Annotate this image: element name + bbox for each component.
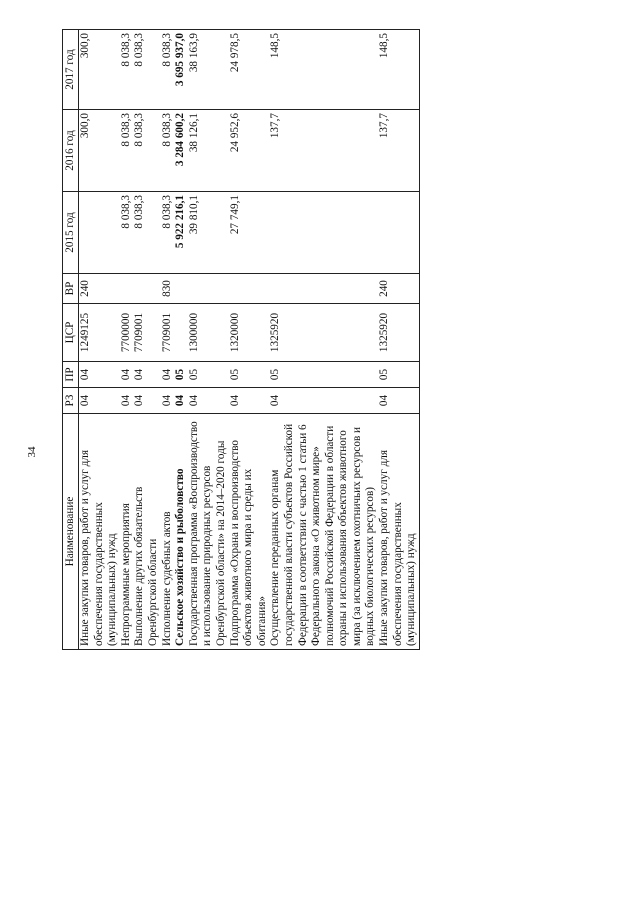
- cell-vr: 240: [79, 274, 120, 304]
- table-row: [188, 30, 229, 650]
- rotated-table-container: [62, 30, 640, 650]
- cell-rz: 04: [188, 388, 229, 414]
- header-2017: 2017 год: [63, 30, 79, 110]
- cell-name: Непрограммные мероприятия: [120, 414, 134, 650]
- header-vr: ВР: [63, 274, 79, 304]
- cell-y2017: 38 163,9: [188, 30, 229, 110]
- cell-rz: 04: [378, 388, 419, 414]
- cell-pr: 04: [79, 362, 120, 388]
- table-row: [174, 30, 188, 650]
- cell-pr: 05: [188, 362, 229, 388]
- cell-rz: 04: [79, 388, 120, 414]
- cell-csr: [174, 304, 188, 362]
- cell-csr: 1325920: [269, 304, 378, 362]
- cell-rz: 04: [269, 388, 378, 414]
- cell-vr: 240: [378, 274, 419, 304]
- cell-y2017: 3 695 937,0: [174, 30, 188, 110]
- cell-name: Исполнение судебных актов: [161, 414, 175, 650]
- header-row: [63, 30, 79, 650]
- cell-y2016: 38 126,1: [188, 110, 229, 192]
- header-2015: 2015 год: [63, 192, 79, 274]
- cell-pr: 05: [174, 362, 188, 388]
- cell-y2016: 8 038,3: [133, 110, 160, 192]
- cell-csr: 1300000: [188, 304, 229, 362]
- cell-y2015: [79, 192, 120, 274]
- cell-name: Иные закупки товаров, работ и услуг для обеспечения государственных (муниципальных) нужд: [378, 414, 419, 650]
- cell-y2015: 5 922 216,1: [174, 192, 188, 274]
- table-row: [229, 30, 270, 650]
- cell-vr: [188, 274, 229, 304]
- cell-csr: 1320000: [229, 304, 270, 362]
- cell-y2017: 148,5: [269, 30, 378, 110]
- cell-vr: [120, 274, 134, 304]
- cell-csr: 1325920: [378, 304, 419, 362]
- cell-name: Сельское хозяйство и рыболовство: [174, 414, 188, 650]
- table-row: [269, 30, 378, 650]
- cell-y2015: 8 038,3: [161, 192, 175, 274]
- cell-pr: 04: [161, 362, 175, 388]
- cell-name: Иные закупки товаров, работ и услуг для обеспечения государственных (муниципальных) нужд: [79, 414, 120, 650]
- cell-vr: 830: [161, 274, 175, 304]
- cell-csr: 7709001: [133, 304, 160, 362]
- cell-rz: 04: [133, 388, 160, 414]
- table-row: [378, 30, 419, 650]
- cell-rz: 04: [161, 388, 175, 414]
- page-number: 34: [26, 446, 38, 458]
- cell-y2017: 300,0: [79, 30, 120, 110]
- cell-name: Государственная программа «Воспроизводство и использование природных ресурсов Оренбургской области» на 2014–2020 годы: [188, 414, 229, 650]
- cell-y2015: [269, 192, 378, 274]
- cell-y2017: 148,5: [378, 30, 419, 110]
- cell-pr: 04: [120, 362, 134, 388]
- cell-y2016: 137,7: [378, 110, 419, 192]
- cell-y2017: 24 978,5: [229, 30, 270, 110]
- cell-y2016: 24 952,6: [229, 110, 270, 192]
- cell-name: Осуществление переданных органам государственной власти субъектов Российской Федерации в соответствии с частью 1 статьи 6 Федерального закона «О животном мире» полномочий Российской Федерации в области охраны и использования объектов животного мира (за исключением охотничьих ресурсов и водных биологических ресурсов): [269, 414, 378, 650]
- budget-table: [62, 29, 420, 650]
- header-2016: 2016 год: [63, 110, 79, 192]
- table-row: [79, 30, 120, 650]
- cell-y2017: 8 038,3: [161, 30, 175, 110]
- cell-rz: 04: [174, 388, 188, 414]
- cell-y2016: 137,7: [269, 110, 378, 192]
- table-body: [79, 30, 420, 650]
- cell-y2015: 27 749,1: [229, 192, 270, 274]
- cell-rz: 04: [229, 388, 270, 414]
- cell-pr: 05: [378, 362, 419, 388]
- cell-y2016: 8 038,3: [120, 110, 134, 192]
- cell-csr: 7709001: [161, 304, 175, 362]
- header-csr: ЦСР: [63, 304, 79, 362]
- cell-y2015: [378, 192, 419, 274]
- cell-y2017: 8 038,3: [120, 30, 134, 110]
- cell-y2015: 39 810,1: [188, 192, 229, 274]
- cell-name: Подпрограмма «Охрана и воспроизводство объектов животного мира и среды их обитания»: [229, 414, 270, 650]
- cell-y2017: 8 038,3: [133, 30, 160, 110]
- header-pr: ПР: [63, 362, 79, 388]
- cell-pr: 04: [133, 362, 160, 388]
- table-row: [120, 30, 134, 650]
- cell-name: Выполнение других обязательств Оренбургской области: [133, 414, 160, 650]
- cell-y2015: 8 038,3: [120, 192, 134, 274]
- cell-pr: 05: [229, 362, 270, 388]
- cell-vr: [269, 274, 378, 304]
- cell-y2016: 300,0: [79, 110, 120, 192]
- table-row: [161, 30, 175, 650]
- cell-vr: [229, 274, 270, 304]
- cell-rz: 04: [120, 388, 134, 414]
- header-name: Наименование: [63, 414, 79, 650]
- header-rz: РЗ: [63, 388, 79, 414]
- cell-y2016: 3 284 600,2: [174, 110, 188, 192]
- cell-csr: 1249125: [79, 304, 120, 362]
- cell-vr: [133, 274, 160, 304]
- cell-y2015: 8 038,3: [133, 192, 160, 274]
- cell-csr: 7700000: [120, 304, 134, 362]
- table-row: [133, 30, 160, 650]
- cell-vr: [174, 274, 188, 304]
- cell-pr: 05: [269, 362, 378, 388]
- cell-y2016: 8 038,3: [161, 110, 175, 192]
